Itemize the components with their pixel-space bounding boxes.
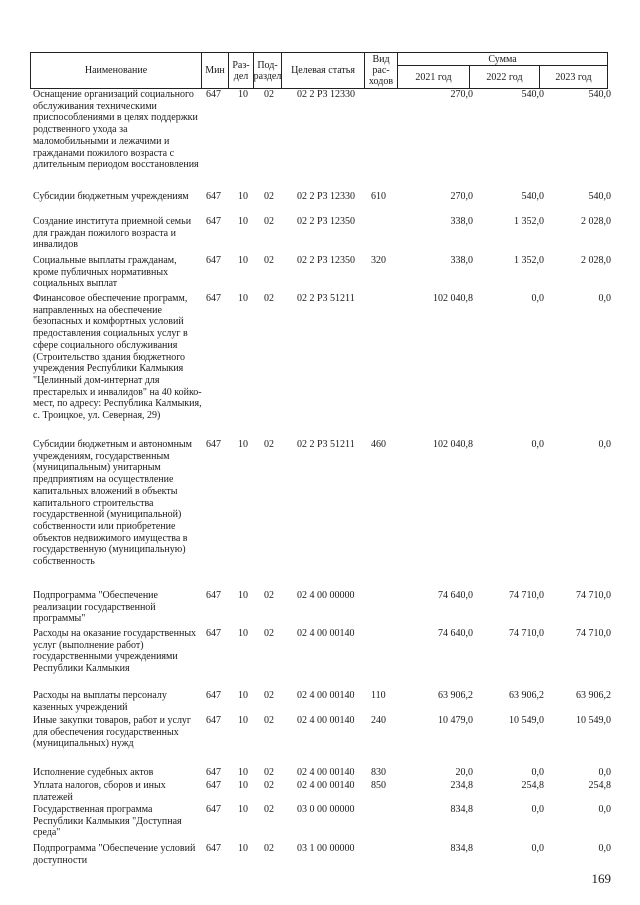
table-header bbox=[30, 52, 608, 89]
cell-name: Расходы на оказание государственных услуг (выполнение работ) государственными учреждениями Республики Калмыкия bbox=[33, 628, 197, 675]
cell-celevaya: 02 2 P3 12350 bbox=[297, 255, 356, 266]
cell-min: 647 bbox=[206, 89, 221, 100]
header-2022: 2022 год bbox=[469, 65, 540, 89]
cell-y2021: 63 906,2 bbox=[438, 690, 473, 701]
cell-y2021: 270,0 bbox=[450, 191, 473, 202]
cell-y2022: 0,0 bbox=[531, 293, 544, 304]
cell-razdel: 10 bbox=[238, 89, 248, 100]
cell-min: 647 bbox=[206, 439, 221, 450]
cell-y2022: 0,0 bbox=[531, 439, 544, 450]
header-podrazdel: Под-раздел bbox=[253, 52, 282, 89]
cell-y2023: 0,0 bbox=[598, 439, 611, 450]
cell-name: Расходы на выплаты персоналу казенных учреждений bbox=[33, 690, 167, 713]
cell-podrazdel: 02 bbox=[264, 439, 274, 450]
cell-name: Субсидии бюджетным учреждениям bbox=[33, 191, 189, 202]
header-2023: 2023 год bbox=[539, 65, 608, 89]
cell-y2021: 74 640,0 bbox=[438, 628, 473, 639]
cell-y2023: 2 028,0 bbox=[581, 255, 611, 266]
cell-y2021: 102 040,8 bbox=[433, 439, 473, 450]
cell-razdel: 10 bbox=[238, 590, 248, 601]
header-min: Мин bbox=[201, 52, 229, 89]
header-razdel: Раз-дел bbox=[228, 52, 254, 89]
cell-min: 647 bbox=[206, 590, 221, 601]
cell-min: 647 bbox=[206, 216, 221, 227]
cell-razdel: 10 bbox=[238, 843, 248, 854]
cell-razdel: 10 bbox=[238, 216, 248, 227]
cell-celevaya: 02 2 P3 51211 bbox=[297, 293, 355, 304]
cell-name: Создание института приемной семьи для граждан пожилого возраста и инвалидов bbox=[33, 216, 192, 251]
cell-name: Уплата налогов, сборов и иных платежей bbox=[33, 780, 166, 803]
cell-celevaya: 02 4 00 00140 bbox=[297, 780, 355, 791]
cell-name: Финансовое обеспечение программ, направленных на обеспечение безопасных и комфортных условий предоставления социальных услуг в сфере социального обслуживания (Строительство здания бюджетного учреждения Республики Калмыкия "Целинный дом-интернат для престарелых и инвалидов" на 40 койко-мест, по адресу: Республика Калмыкия, с. Троицкое, ул. Северная, 29) bbox=[33, 293, 202, 422]
cell-name: Оснащение организаций социального обслуживания техническими приспособлениями в целях поддержки родственного ухода за маломобильными и лежачими и гражданами пожилого возраста с длительным периодом восстановления bbox=[33, 89, 199, 171]
cell-vid: 320 bbox=[371, 255, 386, 266]
cell-y2022: 254,8 bbox=[521, 780, 544, 791]
cell-celevaya: 02 2 P3 12330 bbox=[297, 191, 356, 202]
cell-name: Исполнение судебных актов bbox=[33, 767, 154, 778]
cell-min: 647 bbox=[206, 804, 221, 815]
cell-celevaya: 02 2 P3 12350 bbox=[297, 216, 356, 227]
cell-celevaya: 02 4 00 00140 bbox=[297, 715, 355, 726]
cell-razdel: 10 bbox=[238, 690, 248, 701]
cell-vid: 240 bbox=[371, 715, 386, 726]
cell-celevaya: 03 0 00 00000 bbox=[297, 804, 355, 815]
header-name: Наименование bbox=[30, 52, 202, 89]
cell-y2021: 234,8 bbox=[450, 780, 473, 791]
cell-razdel: 10 bbox=[238, 804, 248, 815]
cell-podrazdel: 02 bbox=[264, 628, 274, 639]
cell-min: 647 bbox=[206, 255, 221, 266]
cell-vid: 850 bbox=[371, 780, 386, 791]
cell-y2021: 270,0 bbox=[450, 89, 473, 100]
cell-y2023: 63 906,2 bbox=[576, 690, 611, 701]
cell-podrazdel: 02 bbox=[264, 590, 274, 601]
cell-celevaya: 02 4 00 00140 bbox=[297, 690, 355, 701]
cell-razdel: 10 bbox=[238, 255, 248, 266]
cell-y2022: 74 710,0 bbox=[509, 628, 544, 639]
cell-y2022: 540,0 bbox=[521, 191, 544, 202]
cell-y2023: 0,0 bbox=[598, 767, 611, 778]
cell-y2023: 0,0 bbox=[598, 293, 611, 304]
cell-y2022: 1 352,0 bbox=[514, 216, 544, 227]
cell-podrazdel: 02 bbox=[264, 843, 274, 854]
cell-celevaya: 02 2 P3 12330 bbox=[297, 89, 356, 100]
cell-celevaya: 02 2 P3 51211 bbox=[297, 439, 355, 450]
cell-podrazdel: 02 bbox=[264, 780, 274, 791]
header-summa: Сумма bbox=[397, 52, 608, 66]
cell-y2023: 74 710,0 bbox=[576, 628, 611, 639]
cell-y2021: 834,8 bbox=[450, 804, 473, 815]
cell-y2022: 10 549,0 bbox=[509, 715, 544, 726]
cell-y2022: 540,0 bbox=[521, 89, 544, 100]
cell-podrazdel: 02 bbox=[264, 804, 274, 815]
cell-podrazdel: 02 bbox=[264, 216, 274, 227]
cell-min: 647 bbox=[206, 843, 221, 854]
cell-y2021: 102 040,8 bbox=[433, 293, 473, 304]
cell-y2023: 540,0 bbox=[588, 89, 611, 100]
cell-y2023: 540,0 bbox=[588, 191, 611, 202]
cell-y2021: 834,8 bbox=[450, 843, 473, 854]
cell-y2022: 1 352,0 bbox=[514, 255, 544, 266]
cell-podrazdel: 02 bbox=[264, 255, 274, 266]
cell-y2021: 338,0 bbox=[450, 216, 473, 227]
cell-vid: 830 bbox=[371, 767, 386, 778]
cell-y2022: 63 906,2 bbox=[509, 690, 544, 701]
cell-vid: 610 bbox=[371, 191, 386, 202]
cell-razdel: 10 bbox=[238, 191, 248, 202]
cell-podrazdel: 02 bbox=[264, 293, 274, 304]
cell-podrazdel: 02 bbox=[264, 89, 274, 100]
cell-razdel: 10 bbox=[238, 293, 248, 304]
cell-podrazdel: 02 bbox=[264, 767, 274, 778]
cell-name: Иные закупки товаров, работ и услуг для обеспечения государственных (муниципальных) нужд bbox=[33, 715, 192, 750]
cell-name: Подпрограмма "Обеспечение реализации государственной программы" bbox=[33, 590, 158, 625]
header-vid: Вид рас-ходов bbox=[364, 52, 398, 89]
cell-y2022: 74 710,0 bbox=[509, 590, 544, 601]
cell-y2022: 0,0 bbox=[531, 843, 544, 854]
cell-y2023: 10 549,0 bbox=[576, 715, 611, 726]
cell-y2021: 10 479,0 bbox=[438, 715, 473, 726]
cell-y2023: 2 028,0 bbox=[581, 216, 611, 227]
cell-celevaya: 02 4 00 00000 bbox=[297, 590, 355, 601]
cell-y2023: 0,0 bbox=[598, 804, 611, 815]
cell-razdel: 10 bbox=[238, 628, 248, 639]
cell-razdel: 10 bbox=[238, 780, 248, 791]
cell-name: Субсидии бюджетным и автономным учреждениям, государственным (муниципальным) унитарным предприятиям на осуществление капитальных вложений в объекты капитального строительства государственной (муниципальной) собственности или приобретение объектов недвижимого имущества в государственную (муниципальную) собственность bbox=[33, 439, 192, 568]
cell-y2023: 254,8 bbox=[588, 780, 611, 791]
cell-name: Социальные выплаты гражданам, кроме публичных нормативных социальных выплат bbox=[33, 255, 177, 290]
cell-y2022: 0,0 bbox=[531, 767, 544, 778]
cell-y2021: 20,0 bbox=[455, 767, 473, 778]
cell-y2022: 0,0 bbox=[531, 804, 544, 815]
header-2021: 2021 год bbox=[397, 65, 470, 89]
cell-podrazdel: 02 bbox=[264, 715, 274, 726]
page-number: 169 bbox=[591, 871, 611, 886]
cell-celevaya: 03 1 00 00000 bbox=[297, 843, 355, 854]
cell-razdel: 10 bbox=[238, 767, 248, 778]
cell-vid: 460 bbox=[371, 439, 386, 450]
cell-min: 647 bbox=[206, 767, 221, 778]
cell-razdel: 10 bbox=[238, 715, 248, 726]
cell-razdel: 10 bbox=[238, 439, 248, 450]
cell-min: 647 bbox=[206, 690, 221, 701]
cell-podrazdel: 02 bbox=[264, 191, 274, 202]
cell-min: 647 bbox=[206, 293, 221, 304]
cell-podrazdel: 02 bbox=[264, 690, 274, 701]
cell-min: 647 bbox=[206, 715, 221, 726]
cell-y2023: 0,0 bbox=[598, 843, 611, 854]
header-celevaya: Целевая статья bbox=[281, 52, 365, 89]
cell-min: 647 bbox=[206, 780, 221, 791]
cell-y2023: 74 710,0 bbox=[576, 590, 611, 601]
cell-name: Государственная программа Республики Калмыкия "Доступная среда" bbox=[33, 804, 182, 839]
cell-min: 647 bbox=[206, 628, 221, 639]
cell-min: 647 bbox=[206, 191, 221, 202]
cell-vid: 110 bbox=[371, 690, 386, 701]
cell-y2021: 338,0 bbox=[450, 255, 473, 266]
cell-celevaya: 02 4 00 00140 bbox=[297, 628, 355, 639]
cell-name: Подпрограмма "Обеспечение условий доступности bbox=[33, 843, 196, 866]
cell-y2021: 74 640,0 bbox=[438, 590, 473, 601]
cell-celevaya: 02 4 00 00140 bbox=[297, 767, 355, 778]
